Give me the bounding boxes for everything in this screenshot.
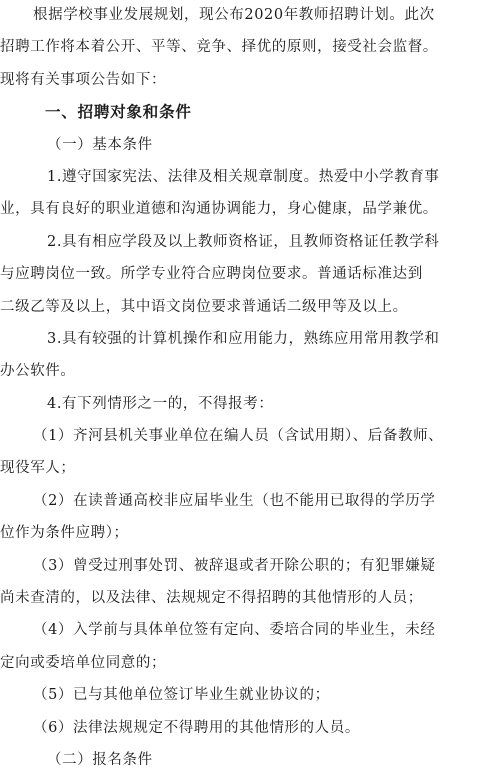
intro-line-1: 根据学校事业发展规划，现公布2020年教师招聘计划。此次 xyxy=(33,7,435,23)
item-4-line-2: 定向或委培单位同意的； xyxy=(0,655,167,671)
intro-line-3: 现将有关事项公告如下： xyxy=(0,72,167,88)
condition-3-line-2: 办公软件。 xyxy=(0,363,76,379)
intro-line-2: 招聘工作将本着公开、平等、竞争、择优的原则，接受社会监督。 xyxy=(0,39,438,55)
condition-4-line-1: 4.有下列情形之一的，不得报考： xyxy=(47,396,274,412)
item-3-line-1: （3）曾受过刑事处罚、被辞退或者开除公职的；有犯罪嫌疑 xyxy=(33,558,436,574)
condition-2-line-3: 二级乙等及以上，其中语文岗位要求普通话二级甲等及以上。 xyxy=(0,299,408,315)
item-2-line-2: 位作为条件应聘）； xyxy=(0,525,129,541)
item-2-line-1: （2）在读普通高校非应届毕业生（也不能用已取得的学历学 xyxy=(33,493,436,509)
item-3-line-2: 尚未查清的，以及法律、法规规定不得招聘的其他情形的人员； xyxy=(0,590,423,606)
section-heading-1: 一、招聘对象和条件 xyxy=(45,103,192,121)
subsection-heading-2: （二）报名条件 xyxy=(47,752,153,768)
condition-3-line-1: 3.具有较强的计算机操作和应用能力，熟练应用常用教学和 xyxy=(47,331,440,347)
subsection-heading-1: （一）基本条件 xyxy=(47,137,153,153)
item-1-line-1: （1）齐河县机关事业单位在编人员（含试用期）、后备教师、 xyxy=(33,428,444,444)
item-4-line-1: （4）入学前与具体单位签有定向、委培合同的毕业生，未经 xyxy=(33,622,436,638)
condition-1-line-2: 业，具有良好的职业道德和沟通协调能力，身心健康，品学兼优。 xyxy=(0,201,438,217)
item-5-line-1: （5）已与其他单位签订毕业生就业协议的； xyxy=(33,687,330,703)
item-1-line-2: 现役军人； xyxy=(0,460,76,476)
item-6-line-1: （6）法律法规规定不得聘用的其他情形的人员。 xyxy=(33,720,360,736)
condition-2-line-1: 2.具有相应学段及以上教师资格证，且教师资格证任教学科 xyxy=(47,234,440,250)
condition-1-line-1: 1.遵守国家宪法、法律及相关规章制度。热爱中小学教育事 xyxy=(47,169,440,185)
condition-2-line-2: 与应聘岗位一致。所学专业符合应聘岗位要求。普通话标准达到 xyxy=(0,266,423,282)
